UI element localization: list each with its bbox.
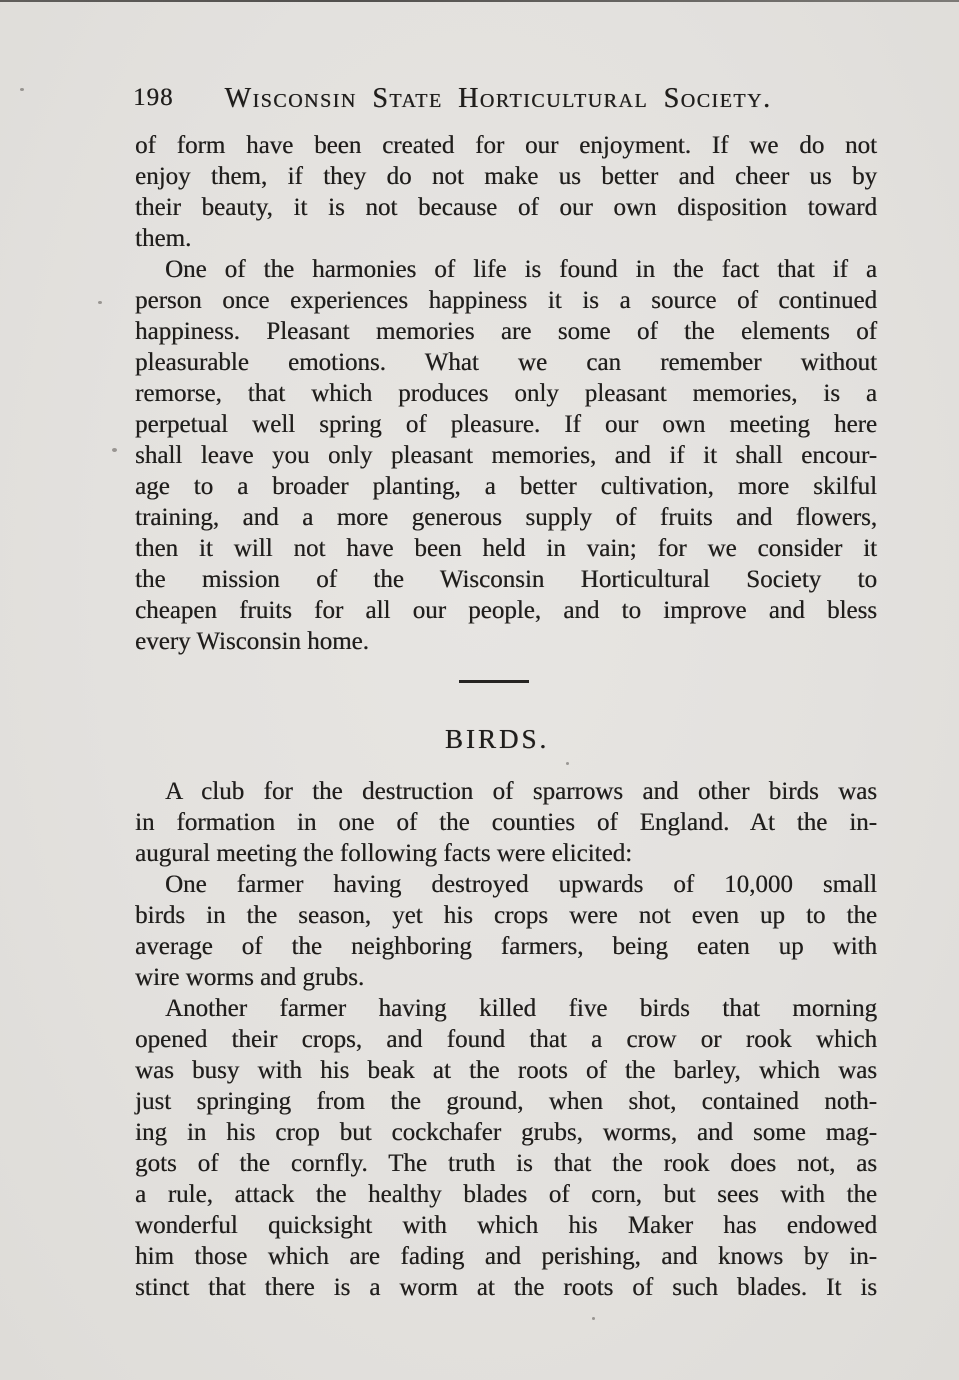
scan-speck [592, 1317, 595, 1320]
scan-speck [98, 301, 102, 304]
page-number: 198 [133, 84, 174, 111]
section-divider-rule [459, 680, 529, 683]
text-line: wire worms and grubs. [135, 964, 365, 991]
text-line: gots of the cornfly. The truth is that the rook does not, as [135, 1150, 877, 1177]
page-header [135, 83, 877, 115]
text-line: just springing from the ground, when shot, contained noth- [135, 1088, 877, 1115]
paragraph-harmonies [135, 254, 877, 657]
text-line: person once experiences happiness it is a source of continued [135, 287, 877, 314]
text-line: perpetual well spring of pleasure. If our own meeting here [135, 411, 877, 438]
text-line: One farmer having destroyed upwards of 10,000 small [165, 871, 877, 898]
text-line: training, and a more generous supply of fruits and flowers, [135, 504, 877, 531]
scan-speck [20, 88, 24, 91]
text-line: every Wisconsin home. [135, 628, 369, 655]
text-line: enjoy them, if they do not make us better and cheer us by [135, 163, 877, 190]
text-line: then it will not have been held in vain; for we consider it [135, 535, 877, 562]
text-line: augural meeting the following facts were elicited: [135, 840, 633, 867]
running-title: Wisconsin State Horticultural Society. [224, 83, 772, 114]
paragraph-continuation [135, 130, 877, 254]
text-line: One of the harmonies of life is found in the fact that if a [165, 256, 877, 283]
text-line: age to a broader planting, a better cultivation, more skilful [135, 473, 877, 500]
text-line: pleasurable emotions. What we can remember without [135, 349, 877, 376]
text-line: ing in his crop but cockchafer grubs, worms, and some mag- [135, 1119, 877, 1146]
scan-speck [112, 448, 117, 452]
scan-edge-artifact [0, 0, 959, 2]
page-body [135, 130, 877, 1303]
section-heading: BIRDS. [444, 724, 550, 754]
text-line: birds in the season, yet his crops were not even up to the [135, 902, 877, 929]
text-line: of form have been created for our enjoyment. If we do not [135, 132, 877, 159]
paragraph-sparrow-club [135, 776, 877, 869]
text-line: their beauty, it is not because of our own disposition toward [135, 194, 877, 221]
text-line: was busy with his beak at the roots of the barley, which was [135, 1057, 877, 1084]
text-line: in formation in one of the counties of England. At the in- [135, 809, 877, 836]
text-line: cheapen fruits for all our people, and to improve and bless [135, 597, 877, 624]
text-line: opened their crops, and found that a crow or rook which [135, 1026, 877, 1053]
text-line: wonderful quicksight with which his Maker has endowed [135, 1212, 877, 1239]
text-line: remorse, that which produces only pleasant memories, is a [135, 380, 877, 407]
paragraph-first-farmer [135, 869, 877, 993]
text-line: the mission of the Wisconsin Horticultural Society to [135, 566, 877, 593]
text-line: Another farmer having killed five birds that morning [165, 995, 877, 1022]
text-line: A club for the destruction of sparrows and other birds was [165, 778, 877, 805]
text-line: stinct that there is a worm at the roots of such blades. It is [135, 1274, 877, 1301]
text-line: him those which are fading and perishing, and knows by in- [135, 1243, 877, 1270]
text-line: shall leave you only pleasant memories, and if it shall encour- [135, 442, 877, 469]
text-line: happiness. Pleasant memories are some of the elements of [135, 318, 877, 345]
text-line: them. [135, 225, 192, 252]
text-line: a rule, attack the healthy blades of corn, but sees with the [135, 1181, 877, 1208]
text-line: average of the neighboring farmers, being eaten up with [135, 933, 877, 960]
paragraph-second-farmer [135, 993, 877, 1303]
